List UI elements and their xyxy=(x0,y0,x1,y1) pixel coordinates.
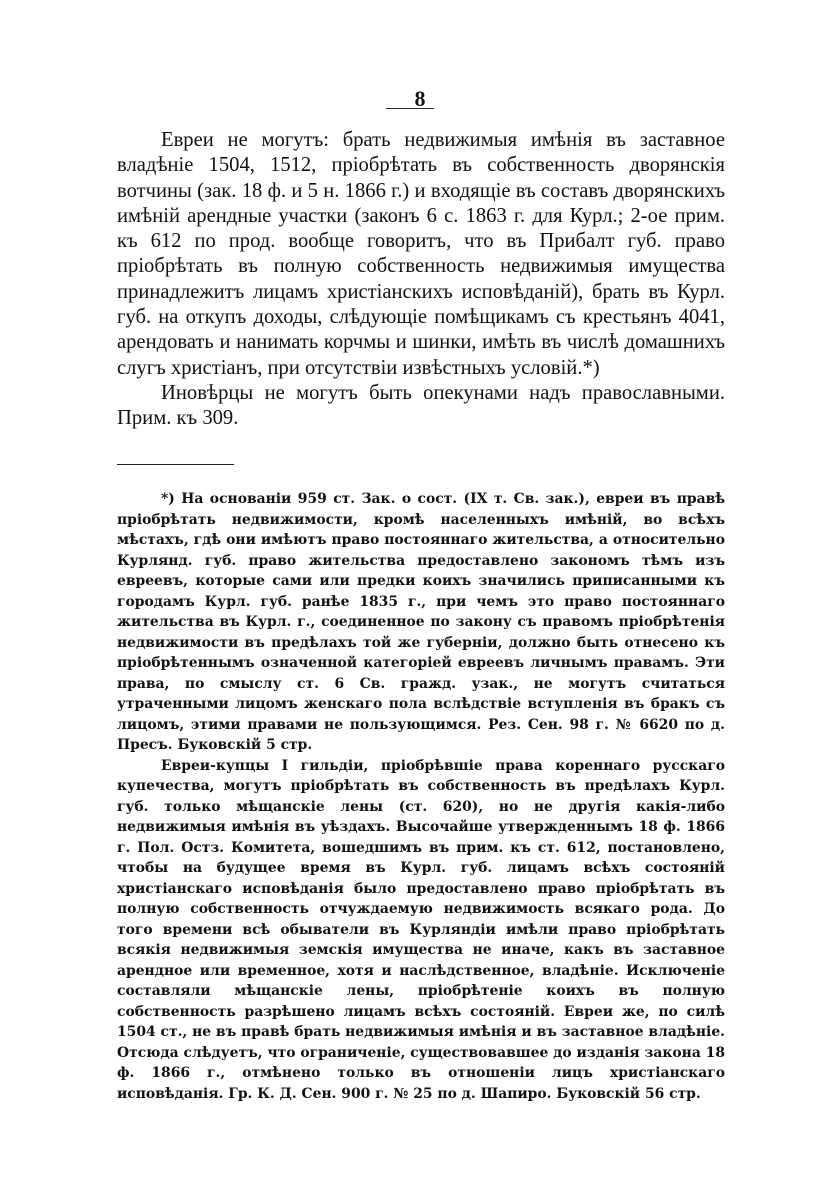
footnote-paragraph-1: *) На основаніи 959 ст. Зак. о сост. (IX т. Св. зак.), евреи въ правѣ пріобрѣтать недвижимости, кромѣ населенныхъ имѣній, во всѣхъ мѣстахъ, гдѣ они имѣютъ право постояннаго жительства, а относительно Курлянд. губ. право жительства предоставлено закономъ тѣмъ изъ евреевъ, которые сами или предки коихъ значились приписанными къ городамъ Курл. губ. ранѣе 1835 г., при чемъ это право постояннаго жительства въ Курл. г., соединенное по закону съ правомъ пріобрѣтенія недвижимости въ предѣлахъ той же губерніи, должно быть отнесено къ пріобрѣтеннымъ означенной категоріей евреевъ личнымъ правамъ. Эти права, по смыслу ст. 6 Св. гражд. узак., не могутъ считаться утраченными лицомъ женскаго пола вслѣдствіе вступленія въ бракъ съ лицомъ, этими правами не пользующимся. Рез. Сен. 98 г. № 6620 по д. Пресъ. Буковскій 5 стр. xyxy=(117,491,725,753)
page-number-underline xyxy=(386,108,434,109)
footnote-block xyxy=(117,489,725,1104)
footnote-paragraph-2: Евреи-купцы I гильдіи, пріобрѣвшіе права кореннаго русскаго купечества, могутъ пріобрѣтать въ собственность въ предѣлахъ Курл. губ. только мѣщанскіе лены (ст. 620), но не другія какія-либо недвижимыя имѣнія въ уѣздахъ. Высочайше утвержденнымъ 18 ф. 1866 г. Пол. Остз. Комитета, вошедшимъ въ прим. къ ст. 612, постановлено, чтобы на будущее время въ Курл. губ. лицамъ всѣхъ состояній христіанскаго исповѣданія было предоставлено право пріобрѣтать въ полную собственность отчуждаемую недвижимость всякаго рода. До того времени всѣ обыватели въ Курляндіи имѣли право пріобрѣтать всякія недвижимыя земскія имущества не иначе, какъ въ заставное арендное или временное, хотя и наслѣдственное, владѣніе. Исключеніе составляли мѣщанскіе лены, пріобрѣтеніе коихъ въ полную собственность разрѣшено лицамъ всѣхъ состояній. Евреи же, по силѣ 1504 ст., не въ правѣ брать недвижимыя имѣнія и въ заставное владѣніе. Отсюда слѣдуетъ, что ограниченіе, существовавшее до изданія закона 18 ф. 1866 г., отмѣнено только въ отношеніи лицъ христіанскаго исповѣданія. Гр. К. Д. Сен. 900 г. № 25 по д. Шапиро. Буковскій 56 стр. xyxy=(117,757,726,1102)
page-number: 8 xyxy=(414,86,426,111)
footnote-separator xyxy=(117,464,234,465)
main-paragraph-2: Иновѣрцы не могутъ быть опекунами надъ православными. Прим. къ 309. xyxy=(117,381,725,430)
main-text xyxy=(117,128,725,432)
main-paragraph-1: Евреи не могутъ: брать недвижимыя имѣнія въ заставное владѣніе 1504, 1512, пріобрѣтать въ собственность дворянскія вотчины (зак. 18 ф. и 5 н. 1866 г.) и входящіе въ составъ дворянскихъ имѣній арендные участки (законъ 6 с. 1863 г. для Курл.; 2-ое прим. къ 612 по прод. вообще говоритъ, что въ Прибалт губ. право пріобрѣтать въ полную собственность недвижимыя имущества принадлежитъ лицамъ христіанскихъ исповѣданій), брать въ Курл. губ. на откупъ доходы, слѣдующіе помѣщикамъ съ крестьянъ 4041, арендовать и нанимать корчмы и шинки, имѣть въ числѣ домашнихъ слугъ христіанъ, при отсутствіи извѣстныхъ условій.*) xyxy=(117,129,725,379)
